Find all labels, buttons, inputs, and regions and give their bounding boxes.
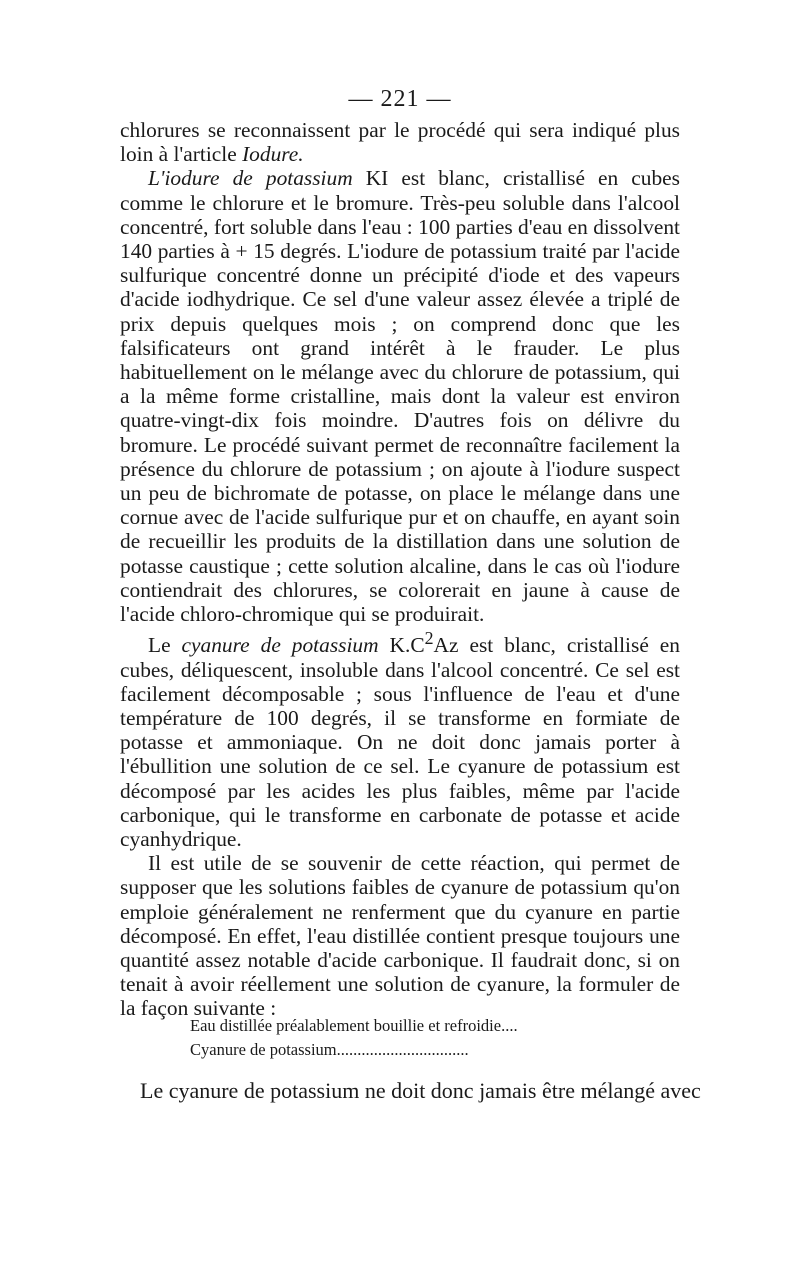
paragraph-text: Az est blanc, cristallisé en cubes, déliquescent, insoluble dans l'alcool concentré. Ce sel est facilement décomposable ; sous l'influence de l'eau et d'une température de 100 degrés, il se transforme en formiate de potasse et ammoniaque. On ne doit donc jamais porter à l'ébullition une solution de ce sel. Le cyanure de potassium est décomposé par les acides les plus faibles, même par l'acide carbonique, qui le transforme en carbonate de potasse et acide cyanhydrique. bbox=[120, 633, 680, 852]
paragraph-reaction bbox=[120, 851, 680, 1020]
term-cyanure: cyanure de potassium bbox=[181, 633, 379, 658]
paragraph-continuation bbox=[120, 118, 680, 166]
paragraph-iodure bbox=[120, 166, 680, 626]
formula-line: Eau distillée préalablement bouillie et refroidie.... bbox=[190, 1016, 518, 1035]
formula-superscript: 2 bbox=[424, 628, 434, 649]
formula-line: Cyanure de potassium................................ bbox=[190, 1040, 469, 1059]
term-iodure: L'iodure de potassium bbox=[148, 166, 353, 191]
paragraph-text: Il est utile de se souvenir de cette réaction, qui permet de supposer que les solutions faibles de cyanure de potassium qu'on emploie généralement ne renferment que du cyanure en partie décomposé. En effet, l'eau distillée contient presque toujours une quantité assez notable d'acide carbonique. Il faudrait donc, si on tenait à avoir réellement une solution de cyanure, la formuler de la façon suivante : bbox=[120, 851, 680, 1021]
recipe-formula bbox=[190, 1014, 590, 1062]
article-reference: Iodure. bbox=[242, 142, 304, 167]
chemical-formula: K.C bbox=[378, 633, 425, 658]
final-line: Le cyanure de potassium ne doit donc jamais être mélangé avec bbox=[140, 1078, 701, 1103]
paragraph-cyanure bbox=[120, 626, 680, 851]
paragraph-text: chlorures se reconnaissent par le procédé qui sera indiqué plus loin à l'article bbox=[120, 118, 680, 167]
page-number: — 221 — bbox=[348, 86, 452, 112]
paragraph-lead: Le bbox=[148, 633, 182, 658]
paragraph-text: KI est blanc, cristallisé en cubes comme le chlorure et le bromure. Très-peu soluble dans l'alcool concentré, fort soluble dans l'eau : 100 parties d'eau en dissolvent 140 parties à + 15 degrés. L'iodure de potassium traité par l'acide sulfurique concentré donne un précipité d'iode et des vapeurs d'acide iodhydrique. Ce sel d'une valeur assez élevée a triplé de prix depuis quelques mois ; on comprend donc que les falsificateurs ont grand intérêt à le frauder. Le plus habituellement on le mélange avec du chlorure de potassium, qui a la même forme cristalline, mais dont la valeur est environ quatre-vingt-dix fois moindre. D'autres fois on délivre du bromure. Le procédé suivant permet de reconnaître facilement la présence du chlorure de potassium ; on ajoute à l'iodure suspect un peu de bichromate de potasse, on place le mélange dans une cornue avec de l'acide sulfurique pur et on chauffe, en ayant soin de recueillir les produits de la distillation dans une solution de potasse caustique ; cette solution alcaline, dans le cas où l'iodure contiendrait des chlorures, se colorerait en jaune à cause de l'acide chloro-chromique qui se produirait. bbox=[120, 166, 680, 627]
body-text bbox=[120, 118, 680, 1021]
